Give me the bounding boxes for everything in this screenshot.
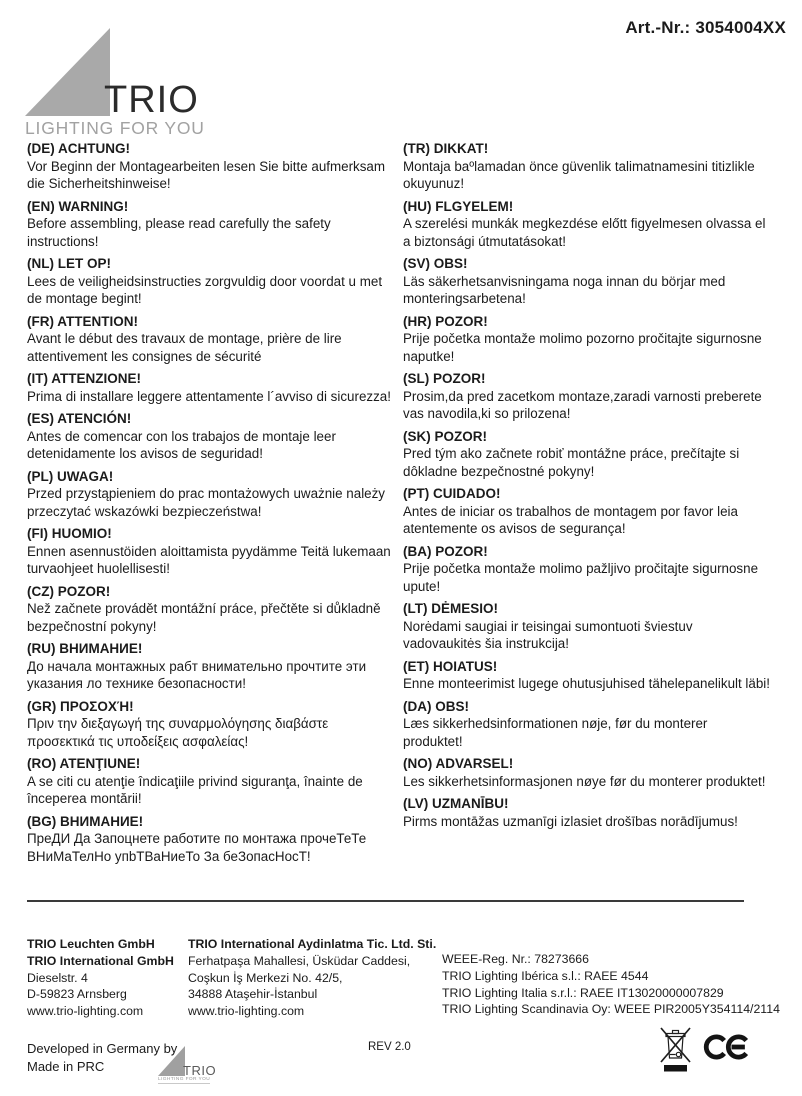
warning-section	[27, 410, 393, 463]
footer-line: TRIO International Aydinlatma Tic. Ltd. Sti.	[188, 937, 437, 951]
footer-line: TRIO Lighting Scandinavia Oy: WEEE PIR2005Y354114/2114	[442, 1002, 780, 1017]
warning-text: Pred tým ako začnete robiť montážne práce, prečítajte si dôkladne bezpečnostné pokyny!	[403, 446, 740, 479]
footer-line: TRIO Lighting Italia s.r.l.: RAEE IT13020000007829	[442, 985, 724, 1000]
warning-heading: (HR) POZOR!	[403, 313, 488, 329]
article-number: Art.-Nr.: 3054004XX	[625, 18, 786, 37]
warning-heading: (SK) POZOR!	[403, 428, 487, 444]
warning-heading: (PT) CUIDADO!	[403, 486, 501, 501]
revision-label: REV 2.0	[368, 1041, 411, 1053]
footer-divider	[27, 900, 744, 902]
warning-heading: (NL) LET OP!	[27, 256, 111, 271]
made-in-line1: Developed in Germany by	[27, 1041, 178, 1056]
warning-text: Πριν την διεξαγωγή της συναρμολόγησης διαβάστε προσεκτικά τις υποδείξεις ασφαλείας!	[27, 716, 329, 749]
warning-section	[403, 600, 770, 653]
warning-heading: (FR) ATTENTION!	[27, 313, 138, 329]
made-in-note	[27, 1040, 177, 1075]
warning-section	[403, 755, 770, 790]
footer-line: Dieselstr. 4	[27, 970, 88, 985]
warning-text: Avant le début des travaux de montage, prière de lire attentivement les consignes de sécurité	[27, 331, 342, 364]
warning-heading: (BA) POZOR!	[403, 543, 488, 559]
warning-section	[27, 583, 393, 636]
trio-logo-small	[158, 1046, 228, 1084]
warning-text: Než začnete provádět montážní práce, přečtěte si důkladně bezpečnostní pokyny!	[27, 601, 381, 634]
warning-text: Vor Beginn der Montagearbeiten lesen Sie bitte aufmerksam die Sicherheitshinweise!	[27, 158, 386, 191]
warning-heading: (LT) DĖMESIO!	[403, 601, 498, 616]
warning-heading: (FI) HUOMIO!	[27, 526, 112, 541]
warning-text: Prije početka montaže molimo pozorno pročitajte sigurnosne naputke!	[403, 331, 762, 364]
logo-triangle-icon	[158, 1046, 185, 1076]
warning-section	[27, 468, 393, 521]
logo-wordmark: TRIO	[104, 78, 199, 121]
company-germany-names	[27, 936, 188, 970]
warning-section	[27, 698, 393, 751]
warning-section	[27, 525, 393, 578]
warning-text: A szerelési munkák megkezdése előtt figyelmesen olvassa el a biztonsági útmutatásokat!	[403, 216, 766, 249]
weee-crossed-bin-icon	[659, 1024, 692, 1072]
warning-section	[27, 313, 393, 366]
warning-heading: (PL) UWAGA!	[27, 468, 114, 484]
company-turkey-address	[188, 953, 442, 1020]
warning-section	[27, 640, 393, 693]
warning-heading: (GR) ΠΡΟΣΟΧΉ!	[27, 698, 134, 714]
warning-heading: (ES) ATENCIÓN!	[27, 411, 132, 426]
warning-section	[27, 140, 393, 193]
warning-text: Antes de comencar con los trabajos de montaje leer detenidamente los avisos de seguridad!	[27, 428, 336, 461]
footer-line: Coşkun İş Merkezi No. 42/5,	[188, 970, 343, 985]
warning-section	[403, 428, 770, 481]
warning-text: A se citi cu atenţie îndicaţiile privind siguranţa, înainte de începerea montării!	[27, 773, 363, 806]
company-turkey-name	[188, 936, 442, 953]
company-germany-address	[27, 970, 188, 1020]
footer-line: TRIO International GmbH	[27, 953, 174, 968]
warning-heading: (DE) ACHTUNG!	[27, 141, 130, 156]
footer-line: TRIO Lighting Ibérica s.l.: RAEE 4544	[442, 968, 649, 983]
warning-text: Prosim,da pred zacetkom montaze,zaradi varnosti preberete vas navodila,ki so prilozena!	[403, 388, 762, 421]
footer-line: D-59823 Arnsberg	[27, 987, 127, 1002]
warning-heading: (LV) UZMANĪBU!	[403, 796, 509, 811]
warning-text: Les sikkerhetsinformasjonen nøye før du monterer produktet!	[403, 773, 766, 789]
ce-mark-icon	[703, 1033, 749, 1061]
warning-text: Prije početka montaže molimo pažljivo pročitajte sigurnosne upute!	[403, 561, 759, 594]
warning-heading: (NO) ADVARSEL!	[403, 756, 514, 771]
warning-section	[403, 795, 770, 830]
warning-section	[403, 658, 770, 693]
warning-text: Montaja baºlamadan önce güvenlik talimatnamesini titizlikle okuyunuz!	[403, 158, 755, 191]
warning-heading: (BG) ВНИМАНИЕ!	[27, 813, 144, 829]
warning-heading: (HU) FLGYELEM!	[403, 198, 514, 214]
footer-line: Ferhatpaşa Mahallesi, Üsküdar Caddesi,	[188, 953, 411, 968]
warning-text: Pirms montāžas uzmanīgi izlasiet drošības norādījumus!	[403, 813, 738, 829]
footer-line: WEEE-Reg. Nr.: 78273666	[442, 952, 589, 966]
warning-section	[403, 140, 770, 193]
warning-text: Ennen asennustöiden aloittamista pyydämme Teitä lukemaan turvaohjeet huolellisesti!	[27, 543, 391, 576]
warning-text: Enne monteerimist lugege ohutusjuhised tähelepanelikult läbi!	[403, 676, 770, 691]
warning-heading: (TR) DIKKAT!	[403, 141, 489, 156]
warning-heading: (ET) HOIATUS!	[403, 658, 498, 674]
warning-section	[27, 198, 393, 251]
warnings-grid	[27, 140, 780, 870]
warning-heading: (EN) WARNING!	[27, 198, 129, 214]
warning-section	[27, 813, 393, 866]
warning-text: Prima di installare leggere attentamente l´avviso di sicurezza!	[27, 388, 391, 404]
warning-section	[403, 698, 770, 751]
warning-heading: (CZ) POZOR!	[27, 583, 111, 599]
warning-text: Before assembling, please read carefully the safety instructions!	[27, 216, 331, 249]
warning-heading: (SL) POZOR!	[403, 371, 486, 386]
trio-logo	[25, 28, 225, 139]
warning-heading: (RO) ATENŢIUNE!	[27, 756, 141, 771]
warning-heading: (DA) OBS!	[403, 698, 469, 714]
company-turkey	[188, 936, 442, 1020]
warning-text: Norėdami saugiai ir teisingai sumontuoti šviestuv vadovaukitės šia instrukcija!	[403, 618, 693, 651]
warning-section	[403, 543, 770, 596]
footer-line: 34888 Ataşehir-İstanbul	[188, 987, 318, 1002]
company-germany	[27, 936, 188, 1020]
warning-text: Antes de iniciar os trabalhos de montagem por favor leia atentemente os avisos de segurança!	[403, 503, 738, 536]
footer-companies	[27, 936, 780, 1020]
warning-section	[403, 313, 770, 366]
warning-section	[27, 370, 393, 405]
warning-text: До начала монтажных рабт внимательно прочтите эти указания ло технике безопасности!	[27, 658, 367, 691]
warning-heading: (RU) ВНИМАНИЕ!	[27, 641, 143, 656]
logo-tagline: LIGHTING FOR YOU	[158, 1077, 211, 1082]
logo-triangle-icon	[25, 28, 110, 116]
logo-wordmark: TRIO	[183, 1062, 217, 1078]
logo-tagline: LIGHTING FOR YOU	[25, 118, 205, 138]
warning-section	[27, 755, 393, 808]
warning-heading: (IT) ATTENZIONE!	[27, 371, 141, 386]
warning-section	[403, 255, 770, 308]
warning-section	[27, 255, 393, 308]
made-in-line2: Made in PRC	[27, 1058, 105, 1074]
warning-text: Lees de veiligheidsinstructies zorgvuldig door voordat u met de montage begint!	[27, 273, 383, 306]
warning-text: Läs säkerhetsanvisningama noga innan du börjar med monteringsarbetena!	[403, 273, 726, 306]
warning-text: Læs sikkerhedsinformationen nøje, før du monterer produktet!	[403, 716, 708, 749]
warning-section	[403, 370, 770, 423]
footer-line: TRIO Leuchten GmbH	[27, 937, 155, 951]
warnings-column-left	[27, 140, 403, 870]
weee-registrations	[442, 951, 780, 1020]
warning-section	[403, 485, 770, 538]
warning-heading: (SV) OBS!	[403, 256, 468, 271]
footer-line: www.trio-lighting.com	[188, 1004, 305, 1019]
warning-section	[403, 198, 770, 251]
warnings-column-right	[403, 140, 780, 870]
warning-text: Przed przystąpieniem do prac montażowych uważnie należy przeczytać wskazówki bezpieczeństwa!	[27, 486, 386, 519]
warning-text: ПреДИ Да Запоцнете работите по монтажа прочеТеТе ВНиМаТелНо упbТВаНиеТо За беЗопасНосТ!	[27, 831, 367, 864]
footer-line: www.trio-lighting.com	[27, 1004, 144, 1019]
